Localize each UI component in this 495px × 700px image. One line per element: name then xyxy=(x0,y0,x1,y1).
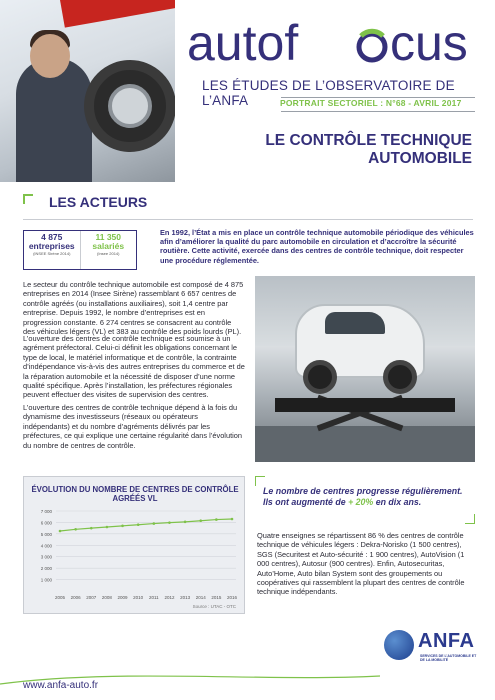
chart xyxy=(23,476,245,614)
paragraph: Quatre enseignes se répartissent 86 % des centres de contrôle technique de véhicules légers : Dekra-Norisko (1 500 centres), SGS (Securitest et Auto-sécurité : 1 900 centres), AutoVision (1 000 centres), Autosur (900 centres). Enfin, Autosecuritas, Auto’Home, Auto bilan System sont des groupements ou coopératives qui rassemblent la plupart des centres de contrôle technique indépendants. xyxy=(257,531,465,597)
x-tick-label: 2016 xyxy=(226,595,238,600)
stat-employees xyxy=(80,231,137,269)
quote-line2-suffix: en dix ans. xyxy=(373,497,422,507)
svg-text:cus: cus xyxy=(390,15,468,71)
anfa-tagline: SERVICES DE L’AUTOMOBILE ET DE LA MOBILITÉ xyxy=(420,654,477,662)
x-tick-label: 2013 xyxy=(180,595,191,600)
x-tick-label: 2007 xyxy=(86,595,97,600)
quote-line1: Le nombre de centres progresse régulièrement. xyxy=(263,486,463,496)
x-tick-label: 2014 xyxy=(195,595,206,600)
data-point xyxy=(215,518,218,521)
svg-text:autof: autof xyxy=(187,15,299,71)
x-tick-label: 2015 xyxy=(211,595,222,600)
intro-paragraph: En 1992, l’État a mis en place un contrôle technique automobile périodique des véhicules afin d’améliorer la qualité du parc automobile en circulation et d’accroître la sécurité routière. Cette activité, exercée dans des centres de contrôle technique, doit respecter une procédure réglementée. xyxy=(160,228,474,265)
paragraph: Le secteur du contrôle technique automobile est composé de 4 875 entreprises en 2014 (Insee Sirène) rassemblant 6 657 centres de contrôle agréés (ou installations auxiliaires), soit 1,4 centre par entreprise. Depuis 1992, le nombre d’entreprises est en progression constante. 6 274 centres se consacrent au contrôle des véhicules légers (VL) et 383 au contrôle des poids lourds (PL). xyxy=(23,280,244,337)
series-line xyxy=(60,519,232,531)
data-point xyxy=(59,530,62,533)
issue-label: PORTRAIT SECTORIEL : N°68 - AVRIL 2017 xyxy=(280,98,462,108)
anfa-globe-icon xyxy=(384,630,414,660)
car-lift-photo xyxy=(255,276,475,462)
corner-mark-icon xyxy=(255,476,265,486)
chart-source: Source : UTAC - OTC xyxy=(192,604,236,609)
x-tick-label: 2006 xyxy=(70,595,81,600)
y-tick-label: 4 000 xyxy=(40,543,52,549)
data-point xyxy=(90,527,93,530)
y-tick-label: 6 000 xyxy=(40,520,52,526)
quote-line2-prefix: Ils ont augmenté de xyxy=(263,497,349,507)
y-tick-label: 3 000 xyxy=(40,554,52,560)
stat-number: 11 350 xyxy=(95,232,122,242)
chart-title: ÉVOLUTION DU NOMBRE DE CENTRES DE CONTRÔLE AGRÉÉS VL xyxy=(31,485,239,503)
stats-box xyxy=(23,230,137,270)
data-point xyxy=(121,525,124,528)
stat-source: (Insee 2014) xyxy=(97,251,120,256)
section-title: LES ACTEURS xyxy=(49,194,148,210)
mechanic-photo xyxy=(0,0,175,182)
corner-mark-icon xyxy=(23,194,33,204)
stat-number: 4 875 xyxy=(41,232,63,242)
page-title-line2: AUTOMOBILE xyxy=(368,150,472,167)
x-tick-label: 2012 xyxy=(164,595,175,600)
y-tick-label: 5 000 xyxy=(40,531,52,537)
data-point xyxy=(106,526,109,529)
y-tick-label: 7 000 xyxy=(40,509,52,514)
y-tick-label: 1 000 xyxy=(40,577,52,583)
data-point xyxy=(199,519,202,522)
x-tick-label: 2008 xyxy=(101,595,112,600)
data-point xyxy=(153,522,156,525)
x-tick-label: 2010 xyxy=(133,595,144,600)
header xyxy=(0,0,495,182)
stat-source: (INSEE Sirène 2014) xyxy=(33,251,71,256)
x-tick-label: 2005 xyxy=(54,595,66,600)
divider xyxy=(281,111,475,112)
corner-mark-icon xyxy=(465,514,475,524)
chart-canvas xyxy=(24,477,246,615)
header-subtitle: LES ÉTUDES DE L’OBSERVATOIRE DE L’ANFA xyxy=(202,78,455,108)
quote-text xyxy=(263,486,471,508)
website-link[interactable]: www.anfa-auto.fr xyxy=(23,680,99,691)
page-title: LE CONTRÔLE TECHNIQUE xyxy=(265,132,472,149)
logo-graphic xyxy=(187,14,487,74)
data-point xyxy=(168,521,171,524)
y-tick-label: 2 000 xyxy=(40,566,52,572)
stat-companies xyxy=(24,231,80,269)
paragraph: L’ouverture des centres de contrôle technique dépend à la fois du dynamisme des investisseurs (réseaux ou opérateurs indépendants) et du nombre d’agréments délivrés par les préfectures, ce qui explique une certaine régularité dans l’évolution du nombre de centres de contrôle. xyxy=(23,403,242,450)
x-tick-label: 2009 xyxy=(117,595,128,600)
stat-label: entreprises xyxy=(28,241,75,251)
autofocus-logo xyxy=(187,14,487,71)
data-point xyxy=(74,528,77,531)
section-heading xyxy=(23,190,473,220)
data-point xyxy=(184,521,187,524)
x-tick-label: 2011 xyxy=(148,595,159,600)
anfa-name: ANFA xyxy=(418,630,475,652)
pull-quote xyxy=(255,476,475,524)
anfa-logo xyxy=(384,622,484,682)
quote-highlight: + 20% xyxy=(348,497,374,507)
data-point xyxy=(137,523,140,526)
stat-label: salariés xyxy=(92,241,125,251)
data-point xyxy=(231,518,234,521)
paragraph: L’ouverture des centres de contrôle technique est soumise à un agrément préfectoral. Celui-ci définit les obligations concernant le type de local, le matériel informatique et de contrôle, la contrainte d’indépendance vis-à-vis des autres entreprises du commerce et de la réparation automobile et la nécessité de disposer d’une norme qualité spécifique. Après l’installation, les préfectures régionales peuvent effectuer des visites de supervision des centres. xyxy=(23,334,245,400)
